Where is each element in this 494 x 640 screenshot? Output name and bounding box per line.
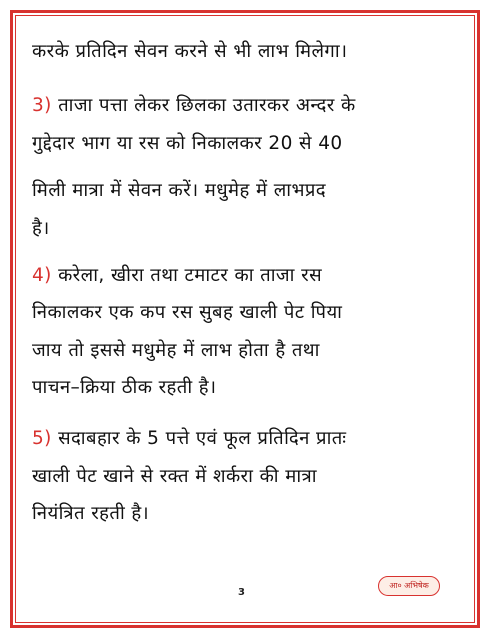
line-text: पाचन–क्रिया ठीक रहती है।	[32, 377, 217, 398]
text-line	[32, 95, 356, 117]
text-line	[32, 340, 320, 362]
text-line	[32, 428, 346, 450]
line-text: गुद्देदार भाग या रस को निकालकर 20 से 40	[32, 133, 343, 154]
line-text: करके प्रतिदिन सेवन करने से भी लाभ मिलेगा।	[32, 41, 348, 62]
line-text: मिली मात्रा में सेवन करें। मधुमेह में लाभप्रद	[32, 180, 327, 201]
line-text: करेला, खीरा तथा टमाटर का ताजा रस	[58, 265, 322, 286]
text-line	[32, 180, 326, 202]
text-line	[32, 265, 322, 287]
line-text: खाली पेट खाने से रक्त में शर्करा की मात्रा	[32, 466, 317, 487]
text-line	[32, 503, 149, 525]
item-number: 4)	[32, 265, 52, 286]
text-line	[32, 133, 343, 155]
text-line	[32, 302, 342, 324]
line-text: जाय तो इससे मधुमेह में लाभ होता है तथा	[32, 340, 320, 361]
item-number: 3)	[32, 95, 52, 116]
line-text: नियंत्रित रहती है।	[32, 503, 150, 524]
item-number: 5)	[32, 428, 52, 449]
line-text: निकालकर एक कप रस सुबह खाली पेट पिया	[32, 302, 343, 323]
page-number: 3	[238, 587, 245, 598]
text-line	[32, 377, 216, 399]
text-line	[32, 41, 347, 63]
author-stamp: आ० अभिषेक	[378, 576, 440, 596]
line-text: सदाबहार के 5 पत्ते एवं फूल प्रतिदिन प्रातः	[58, 428, 347, 449]
line-text: है।	[32, 218, 50, 239]
text-line	[32, 218, 50, 240]
line-text: ताजा पत्ता लेकर छिलका उतारकर अन्दर के	[58, 95, 356, 116]
text-line	[32, 466, 317, 488]
